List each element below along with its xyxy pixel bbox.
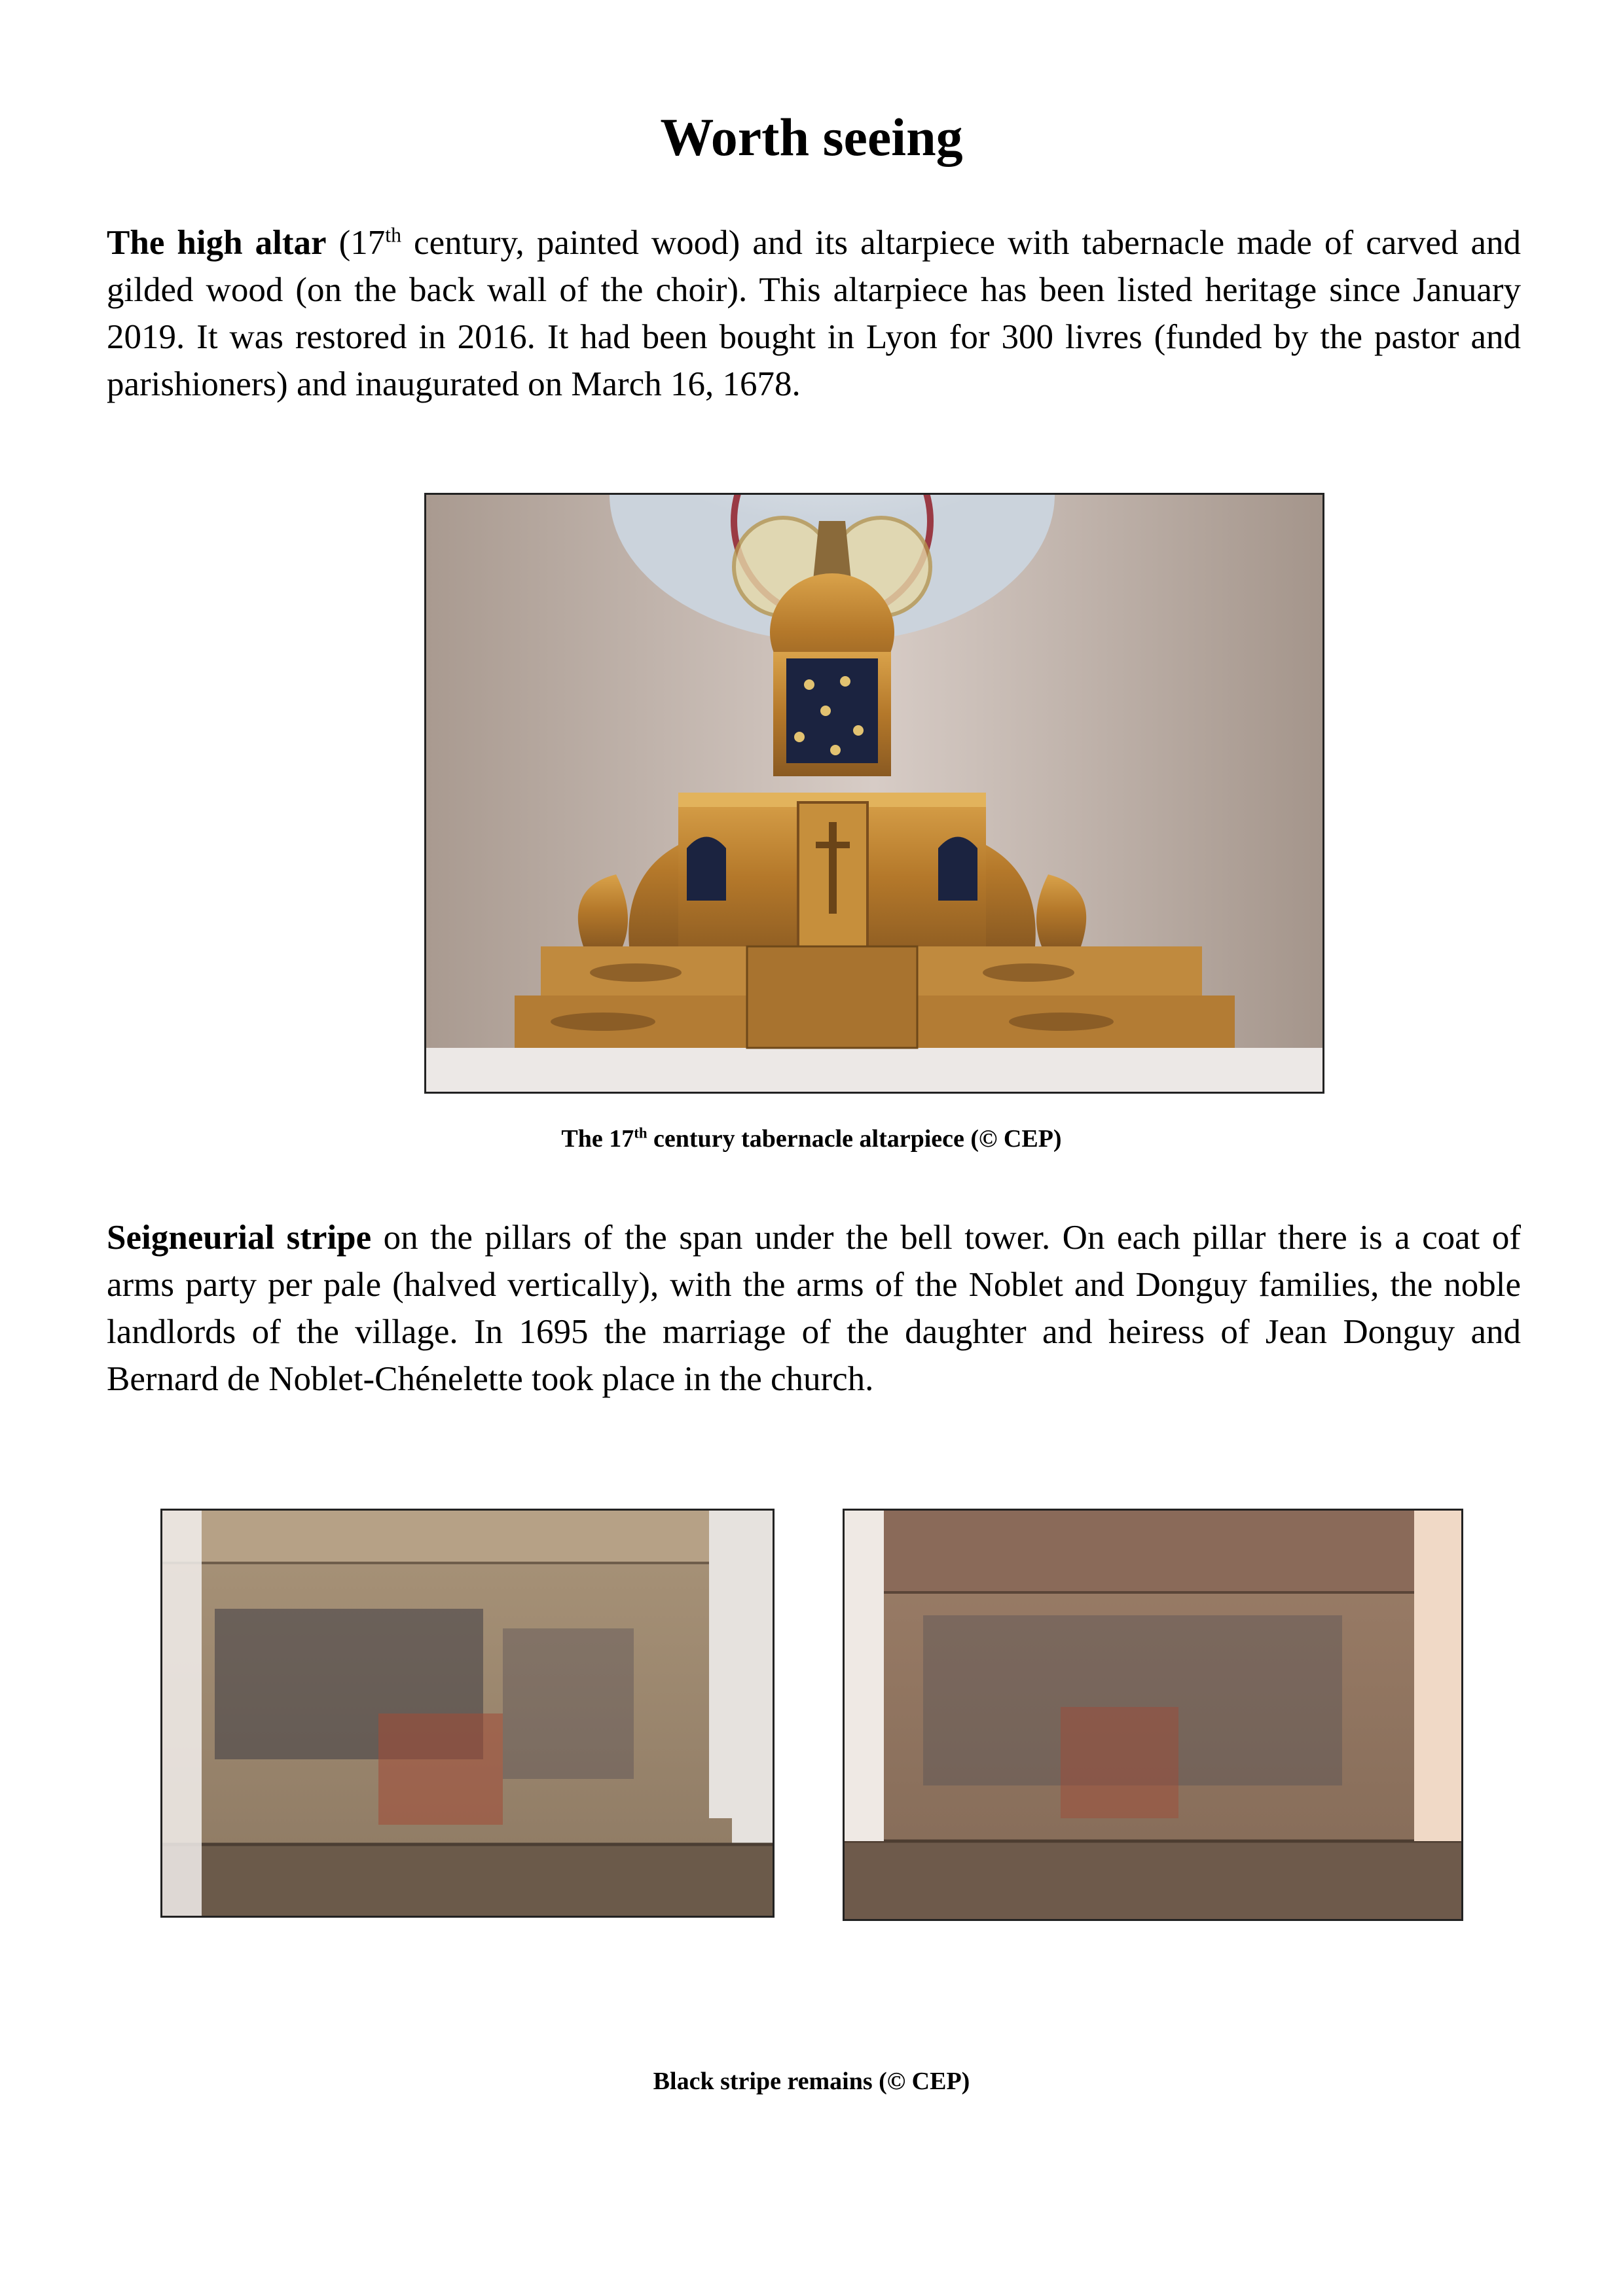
altarpiece-caption bbox=[0, 1122, 1623, 1155]
page-title: Worth seeing bbox=[660, 107, 963, 167]
pillar-left-photo bbox=[160, 1509, 775, 1918]
pillars-caption: Black stripe remains (© CEP) bbox=[653, 2068, 970, 2095]
stripe-text: on the pillars of the span under the bell tower. On each pillar there is a coat of arms party per pale (halved vertically), with the arms of the Noblet and Donguy families, the noble landlords of the village. In 1695 the marriage of the daughter and heiress of Jean Donguy and Bernard de Noblet-Chénelette took place in the church. bbox=[107, 1219, 1521, 1398]
altarpiece-caption-rest: century tabernacle altarpiece (© CEP) bbox=[647, 1125, 1062, 1153]
altarpiece-caption-open: The 17 bbox=[561, 1125, 634, 1153]
altar-text-sup: th bbox=[385, 223, 401, 247]
stripe-paragraph bbox=[107, 1214, 1521, 1403]
stripe-heading: Seigneurial stripe bbox=[107, 1219, 372, 1257]
altarpiece-caption-sup: th bbox=[634, 1124, 647, 1141]
altar-text-open: (17 bbox=[326, 224, 386, 262]
altar-text-rest: century, painted wood) and its altarpiece with tabernacle made of carved and gilded wood (on the back wall of the choir). This altarpiece has been listed heritage since January 2019. It was restored in 2016. It had been bought in Lyon for 300 livres (funded by the pastor and parishioners) and inaugurated on March 16, 1678. bbox=[107, 224, 1521, 403]
altarpiece-photo bbox=[424, 493, 1324, 1094]
altar-paragraph bbox=[107, 219, 1521, 408]
pillar-right-photo bbox=[843, 1509, 1463, 1921]
altar-heading: The high altar bbox=[107, 224, 327, 262]
